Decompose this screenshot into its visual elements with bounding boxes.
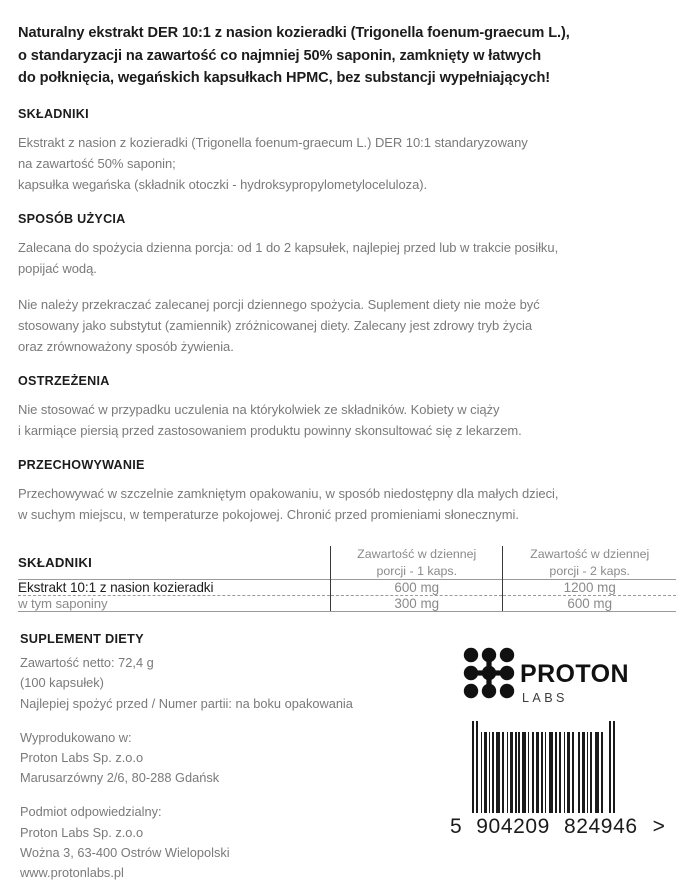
header-line: Zawartość w dziennej <box>357 547 477 562</box>
text-line: oraz zrównoważony sposób żywienia. <box>18 339 234 355</box>
section-sposob-uzycia <box>18 212 676 357</box>
text-line: Zalecana do spożycia dzienna porcja: od 1 do 2 kapsułek, najlepiej przed lub w trakcie posiłku, <box>18 239 559 255</box>
barcode-end-marker: > <box>652 815 666 839</box>
table-row <box>18 580 676 596</box>
text-line: kapsułka wegańska (składnik otoczki - hydroksypropylometyloceluloza). <box>18 176 428 192</box>
section-heading: PRZECHOWYWANIE <box>18 458 145 473</box>
text-line: w suchym miejscu, w temperaturze pokojowej. Chronić przed promieniami słonecznymi. <box>18 507 519 523</box>
table-row <box>18 596 676 612</box>
text-line: (100 kapsułek) <box>20 675 104 691</box>
table-header-ingredients: SKŁADNIKI <box>18 555 93 571</box>
section-paragraph <box>18 483 676 525</box>
section-paragraph <box>18 237 676 279</box>
net-content-block <box>20 653 353 714</box>
header-line: porcji - 1 kaps. <box>376 563 458 578</box>
brand-and-barcode <box>444 631 676 839</box>
text-line: Ekstrakt z nasion z kozieradki (Trigonella foenum-graecum L.) DER 10:1 standaryzowany <box>18 134 528 150</box>
table-bottom-rule <box>18 611 676 612</box>
barcode-digit-group: 824946 <box>563 815 638 839</box>
website-url[interactable]: www.protonlabs.pl <box>20 865 124 881</box>
barcode <box>444 721 666 839</box>
nutrition-table-wrapper <box>18 546 676 612</box>
section-heading: SKŁADNIKI <box>18 106 89 121</box>
table-header-row <box>18 546 676 579</box>
label-footer <box>18 631 676 883</box>
header-line: Zawartość w dziennej <box>530 547 650 562</box>
row-value-per-2-caps: 600 mg <box>503 596 676 612</box>
text-line: Marusarzówny 2/6, 80-288 Gdańsk <box>20 770 220 786</box>
table-header-per-1-cap <box>331 546 503 579</box>
text-line: stosowany jako substytut (zamiennik) zróżnicowanej diety. Zalecany jest zdrowy tryb życia <box>18 318 533 334</box>
text-line: Najlepiej spożyć przed / Numer partii: na boku opakowania <box>20 695 353 711</box>
row-value-per-2-caps: 1200 mg <box>503 580 676 596</box>
text-line: Nie należy przekraczać zalecanej porcji dziennego spożycia. Suplement diety nie może być <box>18 297 540 313</box>
text-line: Proton Labs Sp. z.o.o <box>20 750 144 766</box>
section-paragraph <box>18 132 676 195</box>
brand-subtitle: LABS <box>522 691 568 706</box>
barcode-bars <box>472 721 666 813</box>
brand-text <box>520 646 629 705</box>
manufacturer-block <box>20 728 353 789</box>
text-line: Zawartość netto: 72,4 g <box>20 655 154 671</box>
header-line: porcji - 2 kaps. <box>549 563 630 578</box>
intro-line: do połknięcia, wegańskich kapsułkach HPMC, bez substancji wypełniających! <box>18 70 551 87</box>
brand-logo <box>444 646 629 705</box>
proton-dots-icon <box>462 646 516 705</box>
table-header-per-2-caps <box>503 546 676 579</box>
barcode-digits <box>450 815 666 839</box>
barcode-digit-group: 5 <box>450 815 463 839</box>
text-line: na zawartość 50% saponin; <box>18 155 176 171</box>
text-line: popijać wodą. <box>18 261 97 277</box>
section-heading: SPOSÓB UŻYCIA <box>18 211 126 226</box>
text-line: Podmiot odpowiedzialny: <box>20 804 162 820</box>
footer-info <box>18 631 353 883</box>
text-line: Wożna 3, 63-400 Ostrów Wielopolski <box>20 844 230 860</box>
text-line: Przechowywać w szczelnie zamkniętym opakowaniu, w sposób niedostępny dla małych dzieci, <box>18 486 559 502</box>
intro-line: o standaryzacji na zawartość co najmniej 50% saponin, zamknięty w łatwych <box>18 47 542 64</box>
nutrition-table <box>18 546 676 611</box>
row-ingredient-name: Ekstrakt 10:1 z nasion kozieradki <box>18 580 331 596</box>
responsible-entity-block <box>20 802 353 883</box>
row-value-per-1-cap: 600 mg <box>331 580 503 596</box>
section-paragraph <box>18 399 676 441</box>
section-skladniki <box>18 107 676 195</box>
text-line: i karmiące piersią przed zastosowaniem produktu powinny skonsultować się z lekarzem. <box>18 423 522 439</box>
intro-line: Naturalny ekstrakt DER 10:1 z nasion kozieradki (Trigonella foenum-graecum L.), <box>18 25 570 41</box>
text-line: Nie stosować w przypadku uczulenia na którykolwiek ze składników. Kobiety w ciąży <box>18 402 500 418</box>
section-heading: OSTRZEŻENIA <box>18 374 110 389</box>
section-paragraph <box>18 294 676 357</box>
supplement-label: SUPLEMENT DIETY <box>20 631 144 647</box>
section-przechowywanie <box>18 458 676 525</box>
section-ostrzezenia <box>18 374 676 441</box>
text-line: Wyprodukowano w: <box>20 729 132 745</box>
text-line: Proton Labs Sp. z.o.o <box>20 824 144 840</box>
brand-name: PROTON <box>520 660 629 689</box>
row-ingredient-name: w tym saponiny <box>18 596 331 612</box>
intro-paragraph <box>18 0 676 90</box>
barcode-digit-group: 904209 <box>476 815 550 839</box>
row-value-per-1-cap: 300 mg <box>331 596 503 612</box>
